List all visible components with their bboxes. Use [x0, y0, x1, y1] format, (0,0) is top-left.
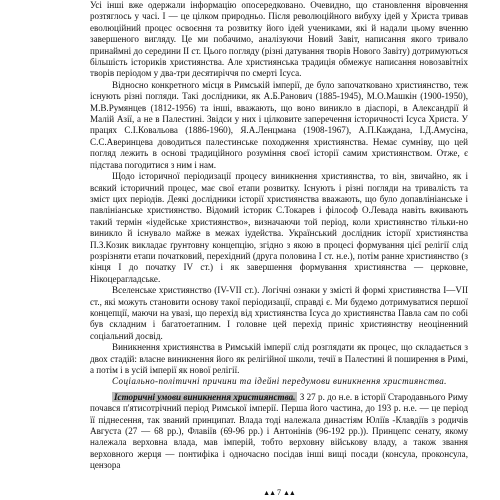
- document-page: [90, 0, 468, 500]
- page-footer: [90, 488, 468, 498]
- paragraph-historical-conditions: [90, 392, 468, 472]
- section-subtitle: Соціально-політичні причини та ідейні передумови виникнення християнства.: [112, 376, 447, 387]
- paragraph-intro: Усі інші вже одержали інформацію опосередковано. Очевидно, що становлення віровчення розтяглось у часі. І — це цілком природньо. Після революційного вибуху ідей у Христа тривав еволюційний процес освоєння та розвитку його ідей учениками, які й надали цьому вченню завершеного вигляду. Це ми побачимо, аналізуючи Новий Завіт, написання якого тривало принаймні до середини II ст. Цього погляду (різні датування творів Нового Завіту) дотримуються більшість істориків християнства. Але християнська традиція обмежує написання новозавітніх творів періодом у два-три десятиріччя по смерті Ісуса.: [90, 0, 468, 79]
- paragraph-historical-text: З 27 р. до н.е. в історії Стародавнього Риму почався п'ятисотрічний період Римської імперії. Перша його частина, до 193 р. н.е. — це період її піднесення, так званий принципат. Влада тоді належала династіям Юліїв -Клавдіїв з родичів Августа (27 — 68 рр.), Флавіїв (69-96 рр.) і Антонінів (96-192 рр.)). Принцепс сенату, якому належала верховна влада, мав імперій, тобто верховну військову владу, а також звання верховного жерця — понтифіка і одночасно посідав інші вищі посади (консула, проконсула, цензора: [90, 391, 468, 471]
- paragraph-ecumenical: Вселенське християнство (IV-VII ст.). Логічні ознаки у змісті й формі християнства I—VII ст., які можуть становити основу такої періодизації, справді є. Ми будемо дотримуватися першої концепції, маючи на увазі, що перехід від християнства Ісуса до християнства Павла сам по собі був складним і багатоетапним. І головне цей перехід приніс християнству неоціненний соціальний досвід.: [90, 285, 468, 341]
- left-ornament-icon: ▲▲: [263, 489, 275, 497]
- paragraph-periodization: Щодо історичної періодизації процесу виникнення християнства, то він, звичайно, як і всякий історичний процес, має свої етапи розвитку. Існують і різні погляди на тривалість та зміст цих періодів. Деякі дослідники історії християнства вважають, що було допавлініанське і павлініанське християнство. Відомий історик С.Токарев і філософ О.Левада навіть вживають такий термін «іудейське християнство», визначаючи той період, коли християнство тільки-но виникло й існувало майже в межах іудейства. Український дослідник історії християнства П.З.Козик викладає ґрунтовну концепцію, згідно з якою в процесі формування цієї релігії слід розрізняти етапи початковий, перехідний (друга половина I ст. н.е.), потім ранне християнство (з кінця I до початку IV ст.) і як завершення формування християнства — церковне, Нікоцерагладське.: [90, 171, 468, 284]
- right-ornament-icon: ▲▲: [283, 489, 295, 497]
- page-number: 7: [277, 488, 281, 497]
- paragraph-stages: Виникнення християнства в Римській імперії слід розглядати як процес, що складається з двох стадій: власне виникнення його як релігійної школи, течії в Палестині й поширення в Римі, а потім і в усій імперії як нової релігії.: [90, 342, 468, 375]
- section-heading: Історичні умови виникнення християнства.: [114, 391, 296, 402]
- paragraph-origin-place: Відносно конкретного місця в Римській імперії, де було започатковано християнство, теж існують різні погляди. Такі дослідники, як А.Б.Ранович (1885-1945), М.О.Машкін (1900-1950), М.В.Румянцев (1812-1956) та інші, вважають, що воно виникло в діаспорі, в Александрії й Малій Азії, а не в Палестині. Звідси у них і цілковите заперечення історичності Ісуса Христа. У працях С.І.Ковальова (1886-1960), Я.А.Ленцмана (1908-1967), А.П.Каждана, І.Д.Амусіна, С.С.Аверинцева доводиться палестинське походження християнства. Немає сумніву, що цей погляд лежить в основі традиційного розуміння своєї історії самим християнством. Отже, є підстава погодитися з ним і нам.: [90, 79, 468, 170]
